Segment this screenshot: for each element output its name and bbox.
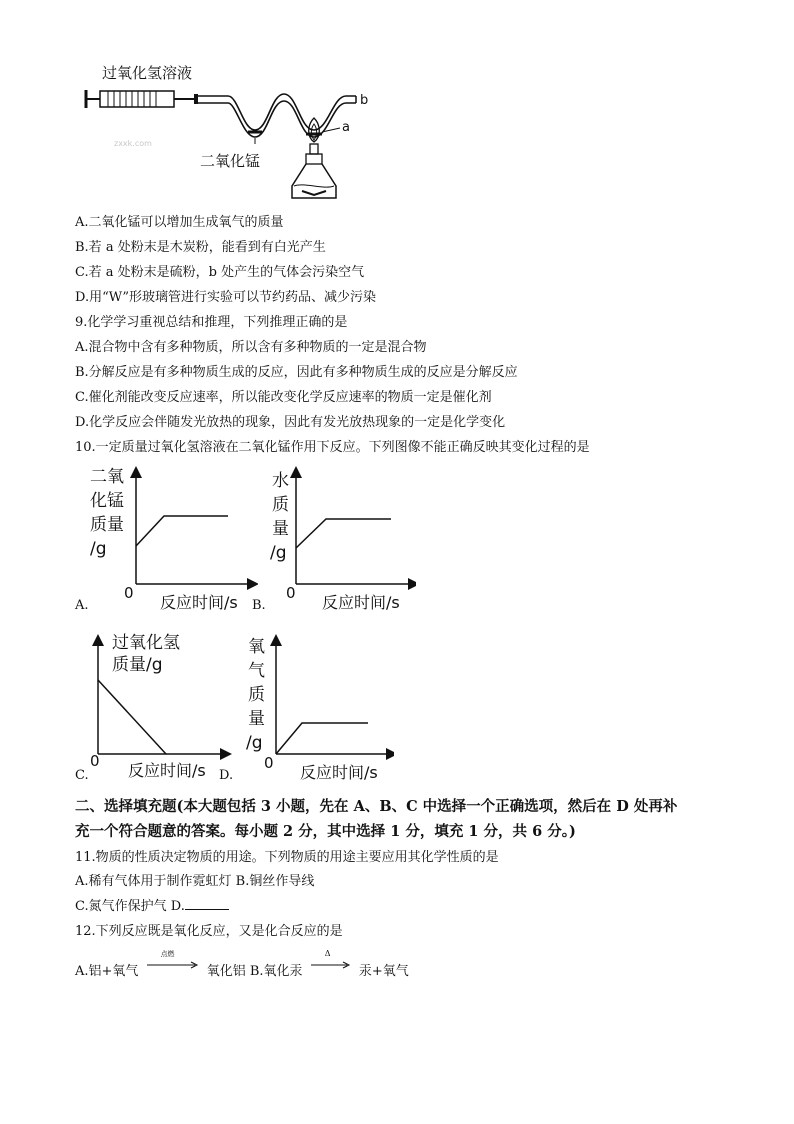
graph-d-option: D. [219,768,234,783]
mno2-label: 二氧化锰 [200,152,261,170]
graph-b-curve [296,519,391,548]
label-a: a [342,120,350,135]
q11-answer-blank [185,897,229,910]
graph-c-ylabel-2: 质量/g [112,655,163,675]
q9-stem: 9.化学学习重视总结和推理，下列推理正确的是 [75,315,348,330]
q12-b-products: 汞+氧气 [358,964,409,979]
graph-c [88,630,238,782]
graph-c-option: C. [75,768,89,783]
arrow-icon [147,961,199,975]
graph-c-curve [98,680,166,754]
graph-c-origin: 0 [90,752,100,770]
q9-option-a: A.混合物中含有多种物质，所以含有多种物质的一定是混合物 [75,340,427,355]
graph-a-ylabel-4: /g [90,539,107,559]
graph-d [244,630,394,782]
q12-a-condition: 点燃 [160,950,175,958]
q12-a-reactants: A.铝+氧气 [75,964,139,979]
graph-c-ylabel-1: 过氧化氢 [112,633,180,653]
arrow-icon [311,961,351,975]
q12-b-condition: Δ [324,949,331,958]
graph-d-curve [276,723,368,754]
graph-a-ylabel-2: 化锰 [90,491,124,511]
graph-b-ylabel-2: 质 [272,495,289,515]
q8-option-c: C.若 a 处粉末是硫粉，b 处产生的气体会污染空气 [75,265,365,280]
q12-stem: 12.下列反应既是氧化反应，又是化合反应的是 [75,924,343,939]
watermark: zxxk.com [114,139,152,148]
section2-heading-line2: 充一个符合题意的答案。每小题 2 分，其中选择 1 分，填充 1 分，共 6 分。) [75,823,576,840]
q10-stem: 10.一定质量过氧化氢溶液在二氧化锰作用下反应。下列图像不能正确反映其变化过程的是 [75,440,590,455]
q9-option-d: D.化学反应会伴随发光放热的现象，因此有发光放热现象的一定是化学变化 [75,415,506,430]
syringe-label: 过氧化氢溶液 [102,64,193,82]
graph-b [266,462,416,614]
apparatus-figure [78,58,378,208]
graph-a-origin: 0 [124,584,134,602]
graph-d-ylabel-3: 质 [248,685,265,705]
q11-stem: 11.物质的性质决定物质的用途。下列物质的用途主要应用其化学性质的是 [75,850,499,865]
q12-a-product: 氧化铝 [206,964,246,979]
graph-b-option: B. [252,598,266,613]
graph-a [88,462,258,614]
q12-b-reactant: B.氧化汞 [249,964,303,979]
q8-option-b: B.若 a 处粉末是木炭粉，能看到有白光产生 [75,240,326,255]
q11-options-cd-text: C.氮气作保护气 D. [75,899,185,914]
graph-c-xlabel: 反应时间/s [128,761,206,780]
graph-d-xlabel: 反应时间/s [300,763,378,782]
graph-a-xlabel: 反应时间/s [160,593,238,612]
section2-heading-line1: 二、选择填充题(本大题包括 3 小题，先在 A、B、C 中选择一个正确选项，然后在 D 处再补 [75,798,678,815]
graph-d-ylabel-4: 量 [248,709,265,729]
graph-d-ylabel-2: 气 [248,661,265,681]
graph-d-ylabel-1: 氧 [248,637,265,657]
graph-b-origin: 0 [286,584,296,602]
q12-a-arrow [147,950,199,975]
graph-d-origin: 0 [264,754,274,772]
q12-b-arrow [311,949,351,975]
label-b: b [360,93,369,108]
q11-options-ab: A.稀有气体用于制作霓虹灯 B.铜丝作导线 [75,874,315,889]
q8-option-a: A.二氧化锰可以增加生成氧气的质量 [75,215,284,230]
graph-a-ylabel-1: 二氧 [90,467,124,487]
q12-options [75,949,409,979]
w-tube-apparatus [78,58,378,208]
q9-option-b: B.分解反应是有多种物质生成的反应，因此有多种物质生成的反应是分解反应 [75,365,518,380]
q8-option-d: D.用“W”形玻璃管进行实验可以节约药品、减少污染 [75,290,376,305]
graph-b-ylabel-3: 量 [272,519,289,539]
graph-a-ylabel-3: 质量 [90,515,124,535]
graph-a-option: A. [75,598,89,613]
graph-b-xlabel: 反应时间/s [322,593,400,612]
graph-a-curve [136,516,228,546]
q9-option-c: C.催化剂能改变反应速率，所以能改变化学反应速率的物质一定是催化剂 [75,390,492,405]
graph-b-ylabel-4: /g [270,543,287,563]
graph-d-ylabel-5: /g [246,733,263,753]
graph-b-ylabel-1: 水 [272,471,289,491]
q11-options-cd [75,895,229,914]
